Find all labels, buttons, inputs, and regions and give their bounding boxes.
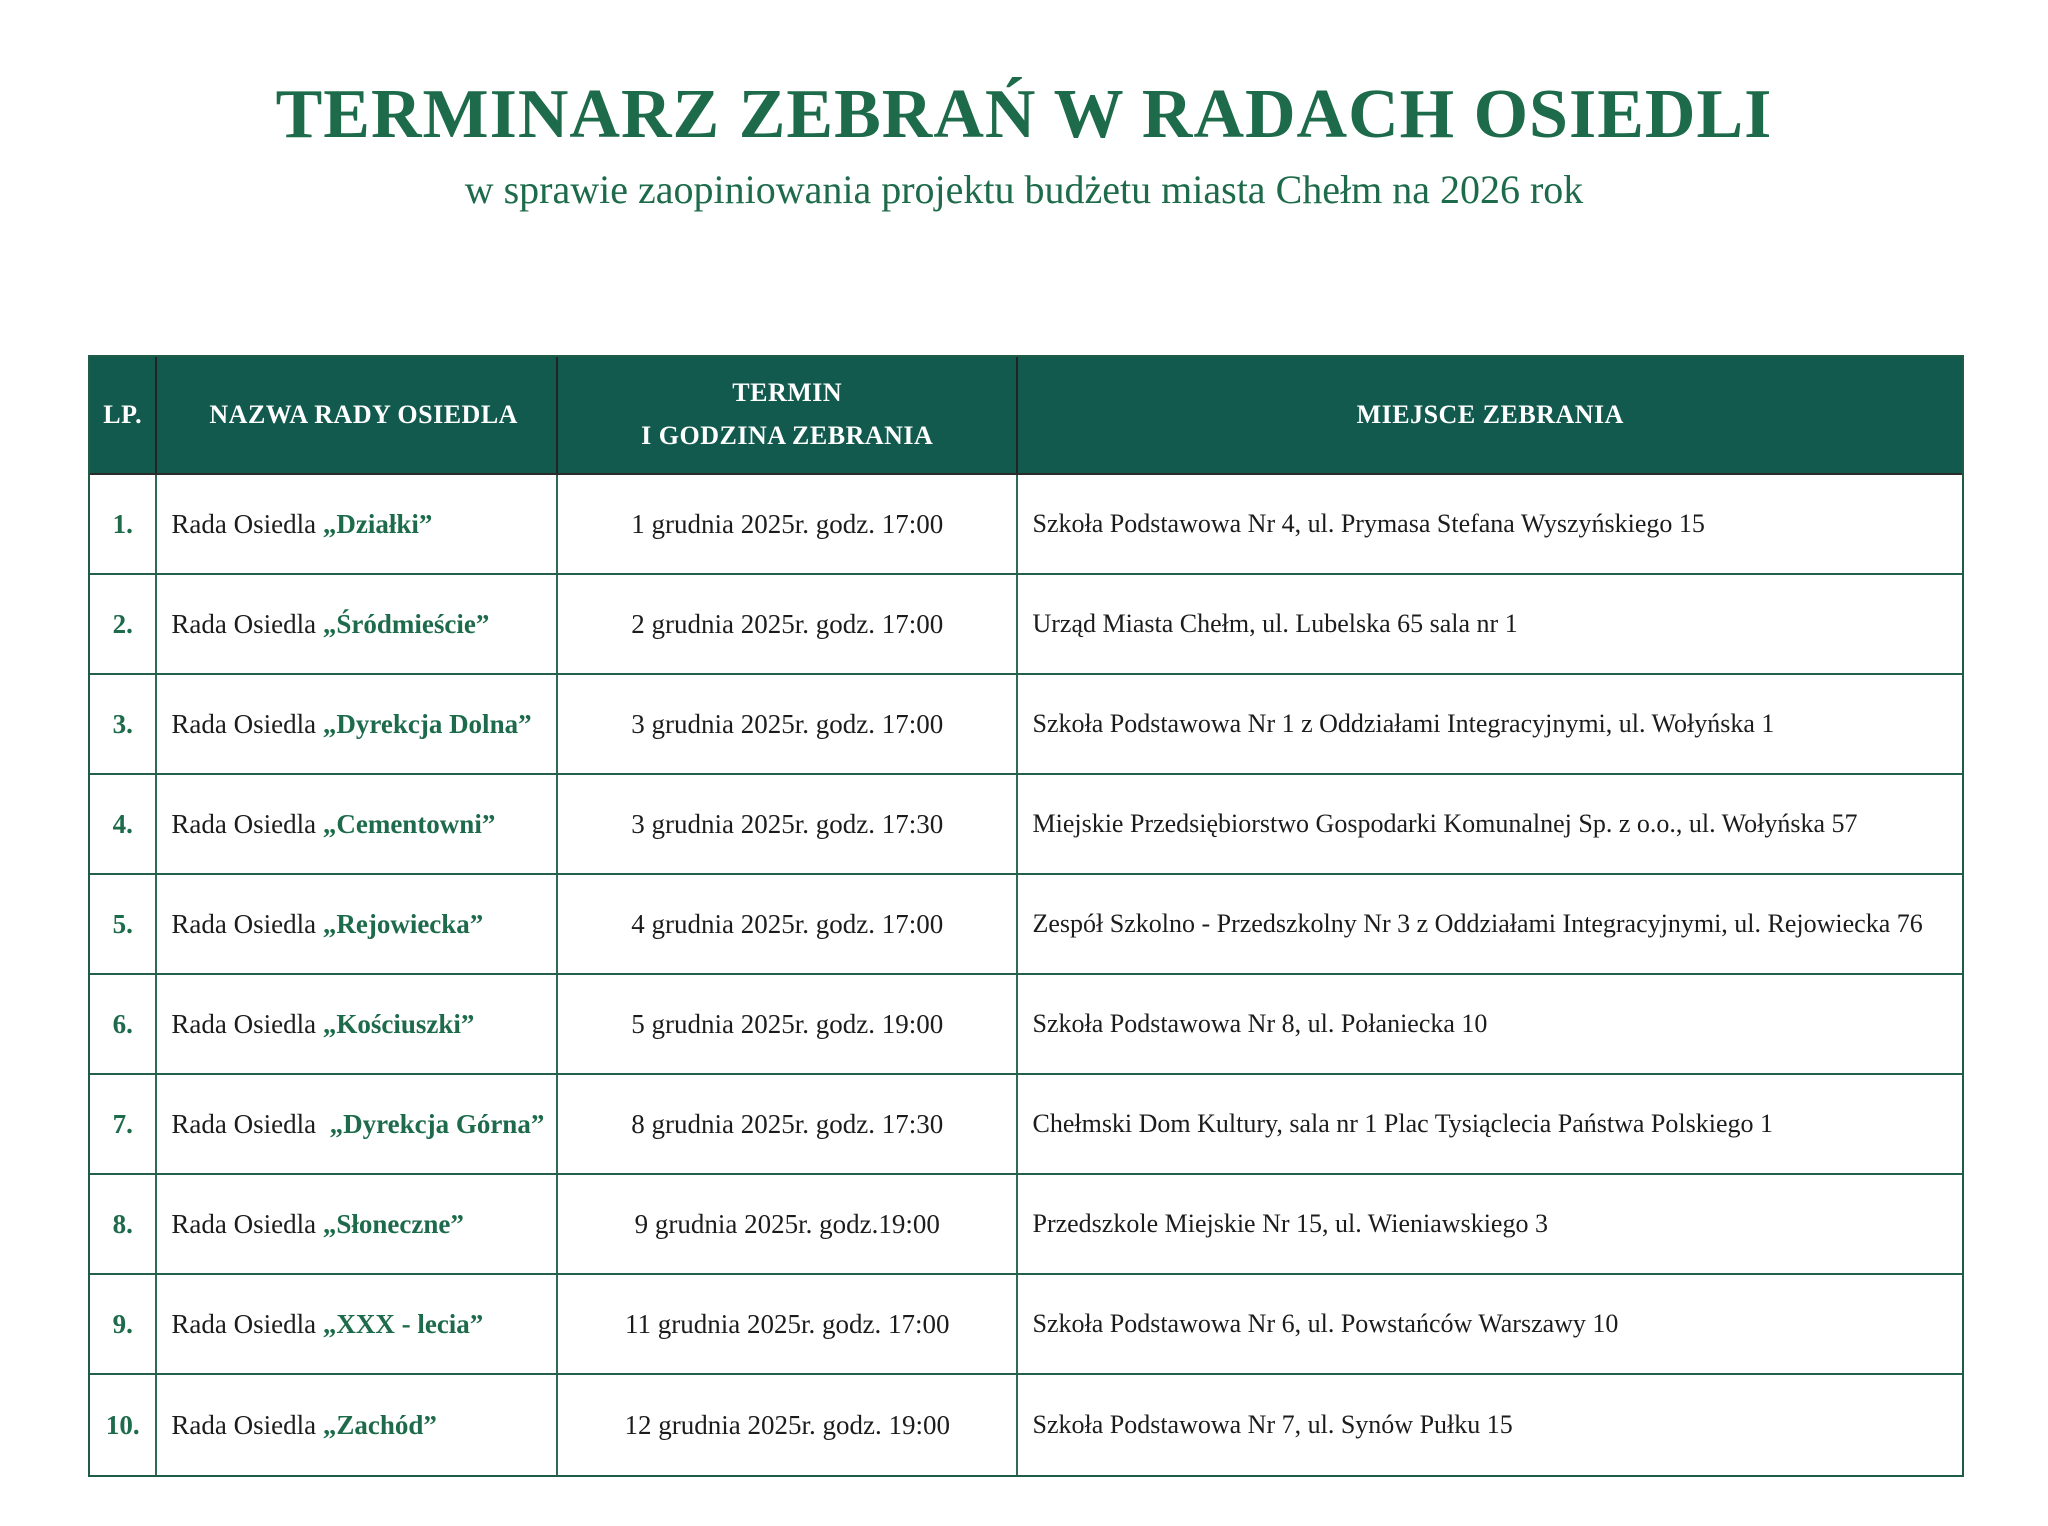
council-name-prefix: Rada Osiedla xyxy=(171,1208,323,1239)
council-name-prefix: Rada Osiedla xyxy=(171,508,323,539)
meeting-datetime: 8 grudnia 2025r. godz. 17:30 xyxy=(558,1075,1019,1173)
council-name: „Słoneczne” xyxy=(322,1208,464,1239)
council-name: „Zachód” xyxy=(322,1409,437,1440)
meetings-table xyxy=(88,355,1964,1477)
meeting-place: Przedszkole Miejskie Nr 15, ul. Wieniawskiego 3 xyxy=(1032,1209,1548,1238)
council-name-prefix: Rada Osiedla xyxy=(171,1409,323,1440)
row-number-cell xyxy=(90,575,157,673)
council-name-cell xyxy=(157,1075,558,1173)
page-subtitle: w sprawie zaopiniowania projektu budżetu miasta Chełm na 2026 rok xyxy=(464,166,1584,212)
row-number-cell xyxy=(90,1175,157,1273)
row-number-cell xyxy=(90,475,157,573)
council-name: „Dyrekcja Dolna” xyxy=(322,708,532,739)
row-number: 5. xyxy=(112,908,133,939)
page-header xyxy=(0,78,2048,212)
table-header-row xyxy=(90,357,1962,475)
meeting-place: Szkoła Podstawowa Nr 1 z Oddziałami Integracyjnymi, ul. Wołyńska 1 xyxy=(1032,709,1775,738)
row-number: 4. xyxy=(112,808,133,839)
meeting-place: Szkoła Podstawowa Nr 6, ul. Powstańców Warszawy 10 xyxy=(1032,1309,1619,1338)
meeting-place: Miejskie Przedsiębiorstwo Gospodarki Komunalnej Sp. z o.o., ul. Wołyńska 57 xyxy=(1032,809,1858,838)
row-number: 8. xyxy=(112,1208,133,1239)
council-name-prefix: Rada Osiedla xyxy=(171,1008,323,1039)
page-title: TERMINARZ ZEBRAŃ W RADACH OSIEDLI xyxy=(275,76,1773,153)
council-name: „Śródmieście” xyxy=(322,608,490,639)
council-name-prefix: Rada Osiedla xyxy=(171,708,323,739)
row-number-cell xyxy=(90,975,157,1073)
row-number: 9. xyxy=(112,1308,133,1339)
table-row xyxy=(90,575,1962,675)
table-row xyxy=(90,875,1962,975)
council-name-prefix: Rada Osiedla xyxy=(171,908,323,939)
council-name-cell xyxy=(157,1175,558,1273)
row-number-cell xyxy=(90,875,157,973)
header-date-time xyxy=(558,357,1019,473)
council-name: „Cementowni” xyxy=(322,808,496,839)
meeting-place: Urząd Miasta Chełm, ul. Lubelska 65 sala nr 1 xyxy=(1032,609,1518,638)
meeting-datetime: 11 grudnia 2025r. godz. 17:00 xyxy=(558,1275,1019,1373)
council-name: „Rejowiecka” xyxy=(322,908,484,939)
row-number-cell xyxy=(90,1375,157,1475)
row-number: 1. xyxy=(112,508,133,539)
council-name-cell xyxy=(157,1275,558,1373)
table-row xyxy=(90,1075,1962,1175)
row-number: 2. xyxy=(112,608,133,639)
header-council-name: NAZWA RADY OSIEDLA xyxy=(157,357,558,473)
meeting-place: Szkoła Podstawowa Nr 4, ul. Prymasa Stefana Wyszyńskiego 15 xyxy=(1032,509,1705,538)
council-name-cell xyxy=(157,775,558,873)
council-name: „Działki” xyxy=(322,508,433,539)
council-name-prefix: Rada Osiedla xyxy=(171,1108,330,1139)
row-number-cell xyxy=(90,1275,157,1373)
meeting-datetime: 1 grudnia 2025r. godz. 17:00 xyxy=(558,475,1019,573)
row-number: 6. xyxy=(112,1008,133,1039)
table-row xyxy=(90,1275,1962,1375)
row-number-cell xyxy=(90,775,157,873)
meeting-datetime: 4 grudnia 2025r. godz. 17:00 xyxy=(558,875,1019,973)
council-name: „Dyrekcja Górna” xyxy=(329,1108,545,1139)
header-date-line1: TERMIN xyxy=(732,378,843,408)
meeting-datetime: 3 grudnia 2025r. godz. 17:30 xyxy=(558,775,1019,873)
meeting-place: Zespół Szkolno - Przedszkolny Nr 3 z Oddziałami Integracyjnymi, ul. Rejowiecka 76 xyxy=(1032,909,1923,938)
table-row xyxy=(90,1375,1962,1475)
council-name-cell xyxy=(157,575,558,673)
meeting-datetime: 5 grudnia 2025r. godz. 19:00 xyxy=(558,975,1019,1073)
council-name-cell xyxy=(157,675,558,773)
meeting-datetime: 12 grudnia 2025r. godz. 19:00 xyxy=(558,1375,1019,1475)
row-number: 10. xyxy=(105,1409,140,1440)
header-date-line2: I GODZINA ZEBRANIA xyxy=(641,421,934,450)
council-name-prefix: Rada Osiedla xyxy=(171,608,323,639)
table-row xyxy=(90,1175,1962,1275)
row-number-cell xyxy=(90,1075,157,1173)
council-name: „Kościuszki” xyxy=(322,1008,475,1039)
row-number: 7. xyxy=(112,1108,133,1139)
council-name-prefix: Rada Osiedla xyxy=(171,1308,323,1339)
meeting-datetime: 2 grudnia 2025r. godz. 17:00 xyxy=(558,575,1019,673)
council-name-cell xyxy=(157,1375,558,1475)
table-body xyxy=(90,475,1962,1475)
council-name-prefix: Rada Osiedla xyxy=(171,808,323,839)
row-number: 3. xyxy=(112,708,133,739)
table-row xyxy=(90,775,1962,875)
meeting-datetime: 9 grudnia 2025r. godz.19:00 xyxy=(558,1175,1019,1273)
meeting-datetime: 3 grudnia 2025r. godz. 17:00 xyxy=(558,675,1019,773)
table-row xyxy=(90,475,1962,575)
meeting-place: Szkoła Podstawowa Nr 8, ul. Połaniecka 10 xyxy=(1032,1009,1488,1038)
table-row xyxy=(90,675,1962,775)
header-lp: LP. xyxy=(90,357,157,473)
council-name-cell xyxy=(157,875,558,973)
meeting-place: Szkoła Podstawowa Nr 7, ul. Synów Pułku 15 xyxy=(1032,1410,1513,1439)
meeting-place: Chełmski Dom Kultury, sala nr 1 Plac Tysiąclecia Państwa Polskiego 1 xyxy=(1032,1109,1774,1138)
council-name-cell xyxy=(157,975,558,1073)
council-name: „XXX - lecia” xyxy=(322,1308,484,1339)
council-name-cell xyxy=(157,475,558,573)
header-place: MIEJSCE ZEBRANIA xyxy=(1356,399,1624,429)
row-number-cell xyxy=(90,675,157,773)
table-row xyxy=(90,975,1962,1075)
